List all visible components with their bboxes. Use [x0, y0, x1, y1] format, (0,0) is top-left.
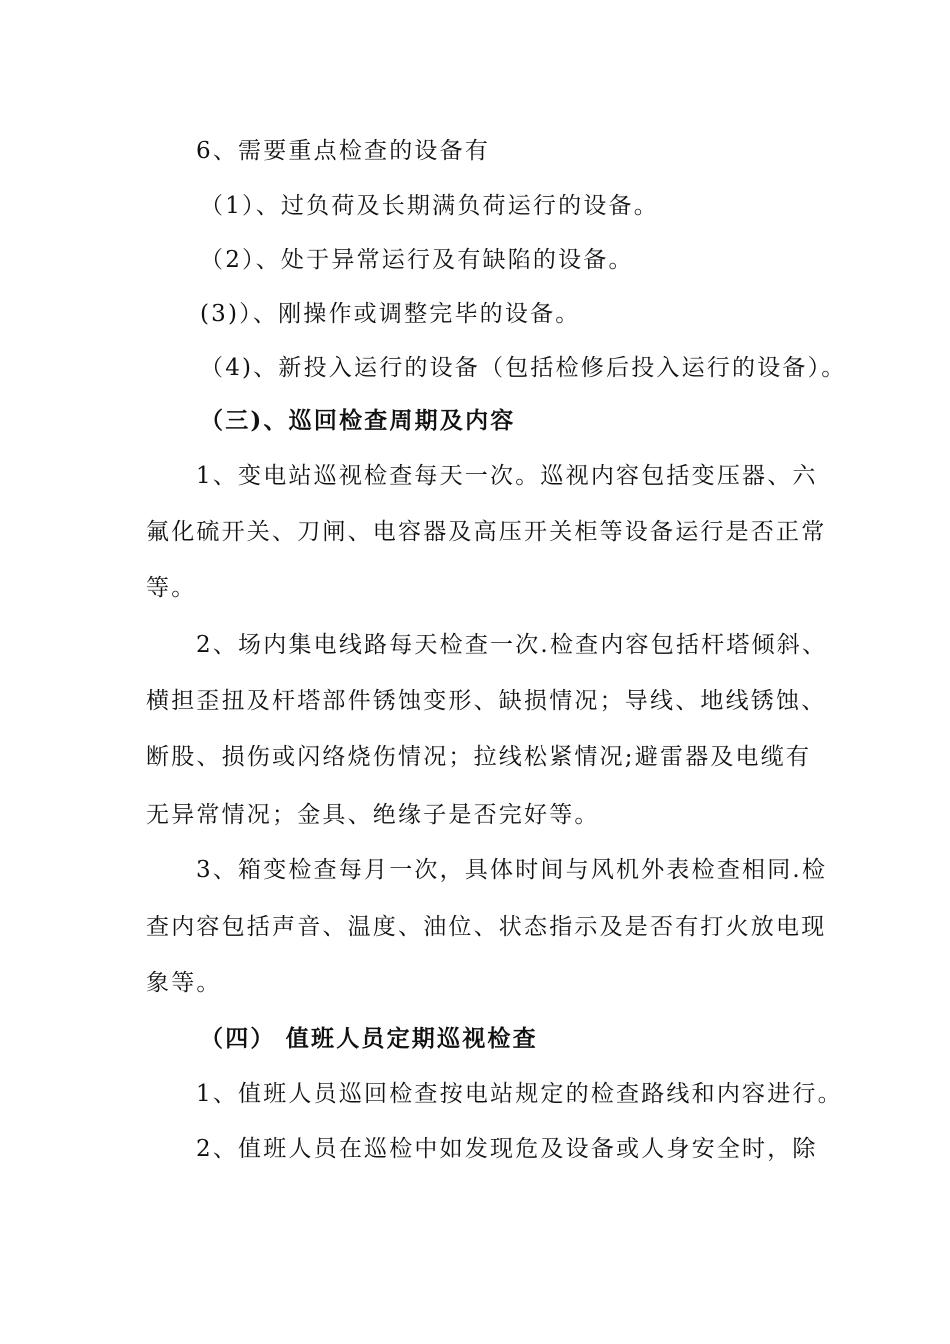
paragraph-line: 等。	[146, 575, 197, 601]
paragraph-line: 2、场内集电线路每天检查一次.检查内容包括杆塔倾斜、	[196, 632, 828, 658]
paragraph-line: 3、箱变检查每月一次，具体时间与风机外表检查相同.检	[196, 857, 828, 883]
paragraph-line: 横担歪扭及杆塔部件锈蚀变形、缺损情况；导线、地线锈蚀、	[146, 688, 827, 714]
section-heading-3: （三)、巡回检查周期及内容	[200, 407, 516, 434]
paragraph-line: 1、变电站巡视检查每天一次。巡视内容包括变压器、六	[196, 463, 818, 489]
paragraph-line: 象等。	[146, 970, 222, 996]
paragraph-line: 2、值班人员在巡检中如发现危及设备或人身安全时，除	[196, 1136, 818, 1162]
paragraph-line: 1、值班人员巡回检查按电站规定的检查路线和内容进行。	[196, 1081, 843, 1107]
paragraph-line: 无异常情况；金具、绝缘子是否完好等。	[146, 802, 600, 828]
list-item: （2）、处于异常运行及有缺陷的设备。	[200, 247, 634, 273]
list-item: (3)）、刚操作或调整完毕的设备。	[200, 301, 581, 327]
list-item: （4)、新投入运行的设备（包括检修后投入运行的设备）。	[200, 355, 847, 381]
list-item: （1）、过负荷及长期满负荷运行的设备。	[200, 193, 659, 219]
paragraph-line: 查内容包括声音、温度、油位、状态指示及是否有打火放电现	[146, 914, 827, 940]
paragraph-line: 断股、损伤或闪络烧伤情况；拉线松紧情况;避雷器及电缆有	[146, 744, 812, 770]
section-heading-4: （四） 值班人员定期巡视检查	[200, 1025, 538, 1052]
item-6-heading: 6、需要重点检查的设备有	[196, 138, 491, 164]
paragraph-line: 氟化硫开关、刀闸、电容器及高压开关柜等设备运行是否正常	[146, 519, 827, 545]
